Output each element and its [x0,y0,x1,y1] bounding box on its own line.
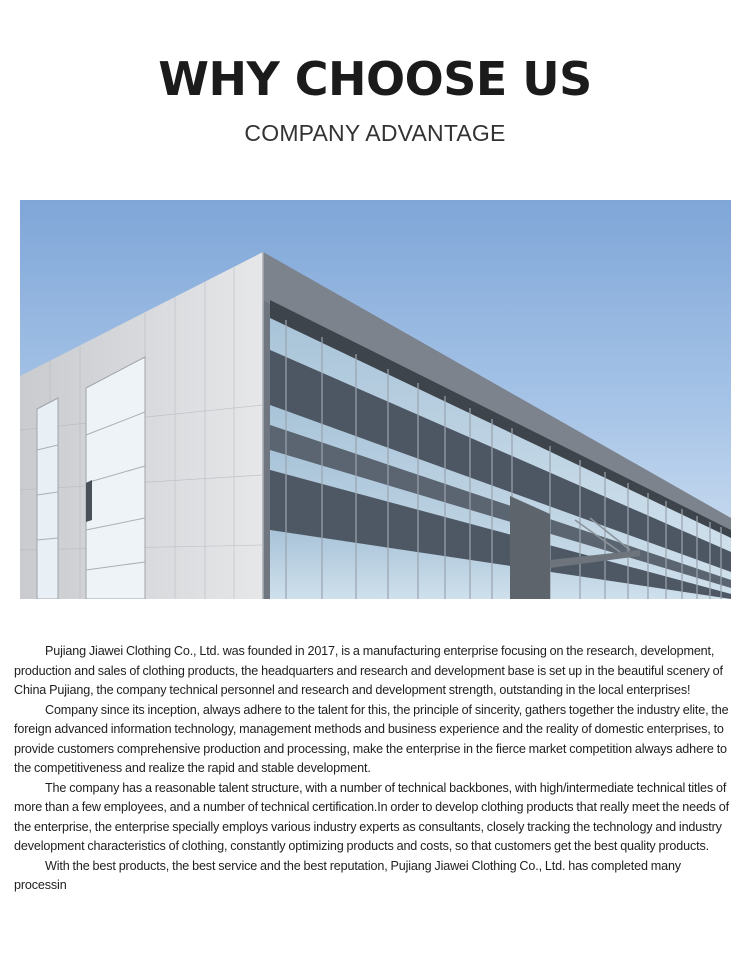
page-subtitle: COMPANY ADVANTAGE [244,120,506,146]
paragraph-principles: Company since its inception, always adhere to the talent for this, the principle of sincerity, gathers together the industry elite, the foreign advanced information technology, management methods and business experience and the reality of domestic enterprises, to provide customers comprehensive production and processing, make the enterprise in the fierce market competition always adhere to the competitiveness and realize the rapid and stable development. [14,702,729,775]
paragraph-reputation: With the best products, the best service and the best reputation, Pujiang Jiawei Clothing Co., Ltd. has completed many processin [14,858,681,892]
paragraph-intro: Pujiang Jiawei Clothing Co., Ltd. was founded in 2017, is a manufacturing enterprise focusing on the research, development, production and sales of clothing products, the headquarters and research and development base is set up in the beautiful scenery of China Pujiang, the company technical personnel and research and development strength, outstanding in the local enterprises! [14,644,723,697]
paragraph-talent: The company has a reasonable talent structure, with a number of technical backbones, with high/intermediate technical titles of more than a few employees, and a number of technical certification.In order to develop clothing products that really meet the needs of the enterprise, the enterprise specially employs various industry experts as consultants, closely tracking the technology and industry development characteristics of clothing, constantly optimizing products and costs, so that customers get the best quality products. [14,780,729,853]
page-title: WHY CHOOSE US [158,52,592,106]
company-description [14,642,736,896]
factory-building-photo-icon [20,200,731,599]
company-building-image [20,200,731,599]
